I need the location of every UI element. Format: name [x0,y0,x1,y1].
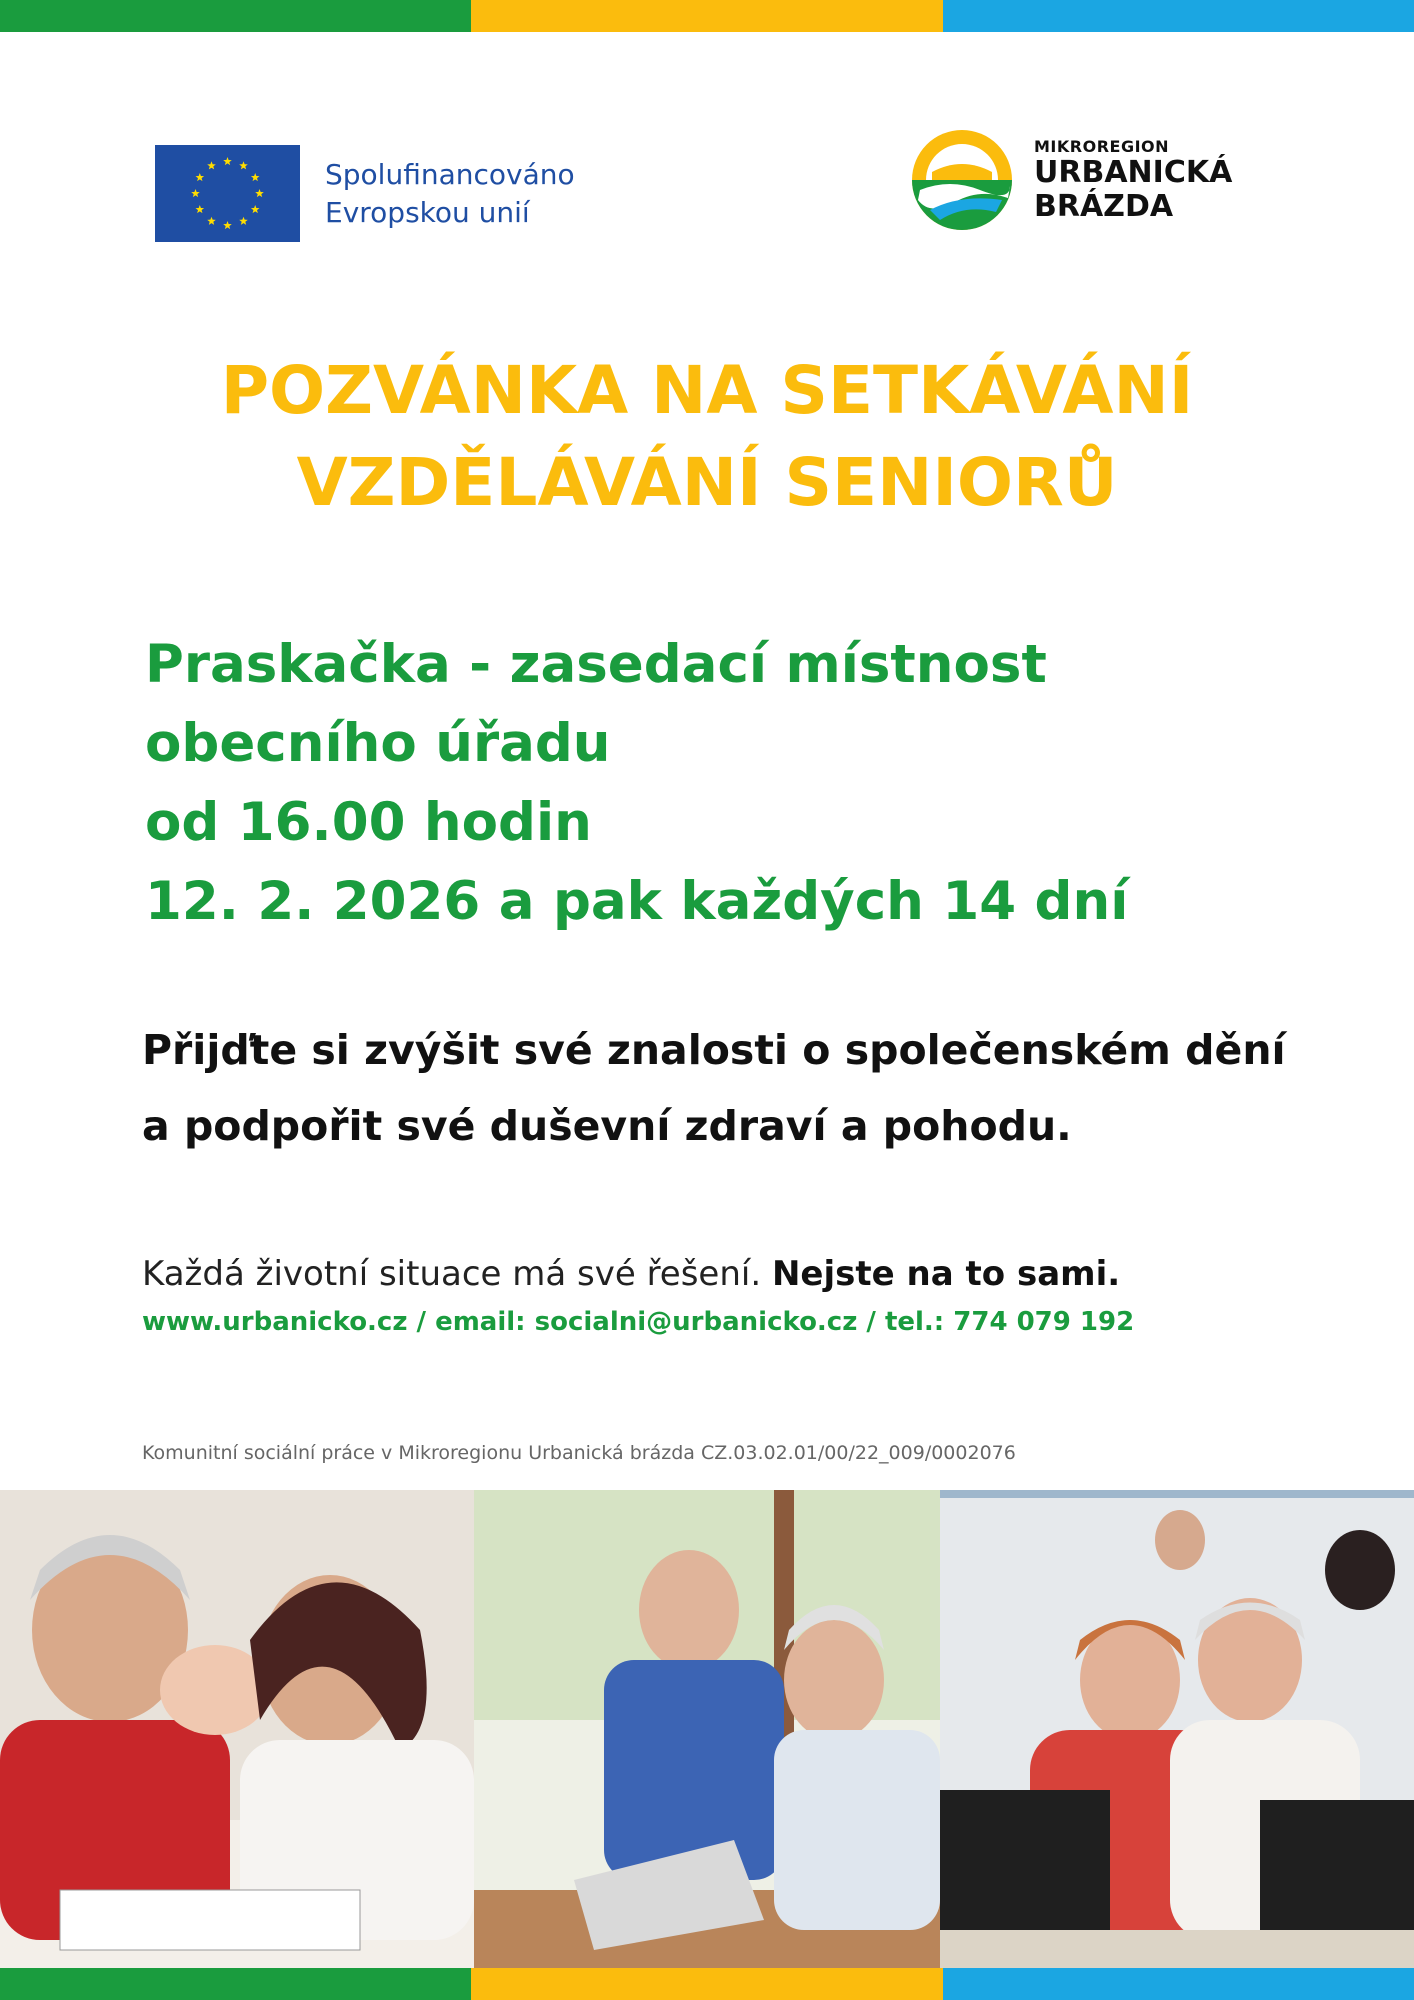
eu-star-icon [223,157,232,165]
event-place-line2: obecního úřadu [145,713,611,774]
event-date: 12. 2. 2026 a pak každých 14 dní [145,871,1129,932]
motto-regular: Každá životní situace má své řešení. [142,1254,762,1294]
eu-star-icon [223,221,232,229]
bottom-color-stripe [0,1968,1414,2000]
mikroregion-label: MIKROREGION [1034,136,1170,156]
eu-star-icon [196,173,205,181]
eu-text-line2: Evropskou unií [325,195,530,229]
lead-line1: Přijďte si zvýšit své znalosti o společenském dění [142,1026,1286,1074]
photo-seniors-with-laptop [474,1490,940,1968]
mikroregion-name-line2: BRÁZDA [1034,188,1174,224]
lead-text [142,1012,1286,1164]
lead-line2: a podpořit své duševní zdraví a pohodu. [142,1102,1072,1150]
motto-bold: Nejste na to sami. [771,1254,1121,1294]
title-line2: VZDĚLÁVÁNÍ SENIORŮ [296,444,1118,521]
event-info [145,625,1128,941]
eu-star-icon [251,173,260,181]
photo-seniors-at-computers [940,1490,1414,1968]
eu-star-icon [251,205,260,213]
eu-text-line1: Spolufinancováno [325,157,575,191]
eu-cofinancing-logo [155,145,575,242]
title-line1: POZVÁNKA NA SETKÁVÁNÍ [220,352,1194,429]
eu-star-icon [239,161,248,169]
project-footnote: Komunitní sociální práce v Mikroregionu Urbanická brázda CZ.03.02.01/00/22_009/0002076 [142,1442,1016,1464]
page-title [0,345,1414,529]
event-place-line1: Praskačka - zasedací místnost [145,634,1047,695]
mikroregion-logo [910,128,1232,232]
eu-star-icon [207,217,216,225]
urbanicka-brazda-emblem-icon [910,128,1014,232]
event-time: od 16.00 hodin [145,792,592,853]
eu-star-icon [255,189,264,197]
eu-flag-icon [155,145,300,242]
top-color-stripe [0,0,1414,32]
motto [142,1254,1120,1294]
photo-couple-with-piggy-bank [0,1490,474,1968]
mikroregion-name-line1: URBANICKÁ [1034,154,1233,190]
eu-star-icon [191,189,200,197]
photo-strip [0,1490,1414,1968]
eu-logo-text [325,156,575,232]
contact-line: www.urbanicko.cz / email: socialni@urbanicko.cz / tel.: 774 079 192 [142,1307,1135,1337]
eu-star-icon [207,161,216,169]
eu-star-icon [239,217,248,225]
eu-star-icon [196,205,205,213]
